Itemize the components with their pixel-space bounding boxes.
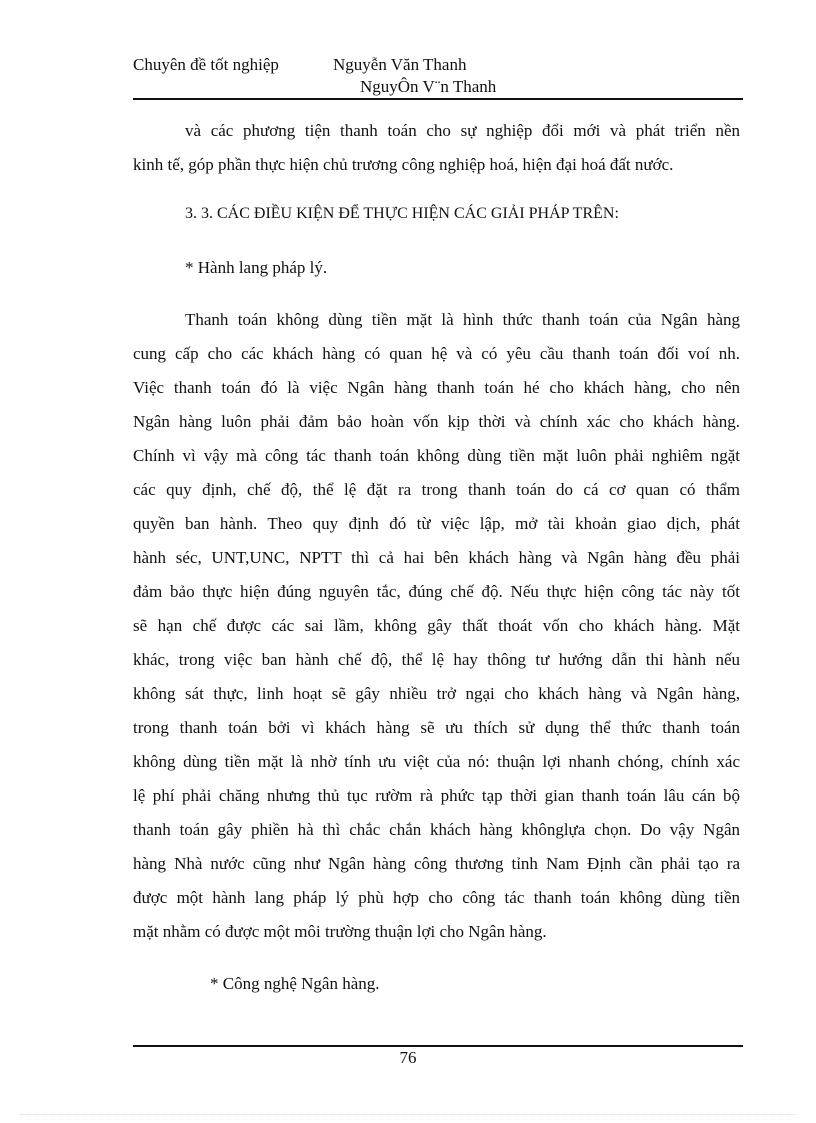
paragraph-line: hàng Nhà nước cũng như Ngân hàng công thương tỉnh Nam Định cần phải tạo ra	[133, 854, 740, 873]
paragraph-line: khác, trong việc ban hành chế độ, thể lệ hay thông tư hướng dẫn thi hành nếu	[133, 650, 740, 669]
paragraph-line: đảm bảo thực hiện đúng nguyên tắc, đúng chế độ. Nếu thực hiện công tác này tốt	[133, 582, 740, 601]
header-divider	[133, 98, 743, 100]
paragraph-line: các quy định, chế độ, thể lệ đặt ra trong thanh toán do cá cơ quan có thẩm	[133, 480, 740, 499]
document-title: Chuyên đề tốt nghiệp	[133, 55, 279, 74]
paragraph-line: không dùng tiền mặt là nhờ tính ưu việt của nó: thuận lợi nhanh chóng, chính xác	[133, 752, 740, 771]
paragraph-line: trong thanh toán bởi vì khách hàng sẽ ưu thích sử dụng thể thức thanh toán	[133, 718, 740, 737]
author-name: Nguyễn Văn Thanh	[333, 55, 467, 74]
page-number: 76	[399, 1048, 417, 1067]
paragraph-line: cung cấp cho các khách hàng có quan hệ và có yêu cầu thanh toán đối voí nh.	[133, 344, 740, 363]
section-heading: 3. 3. CÁC ĐIỀU KIỆN ĐỂ THỰC HIỆN CÁC GIẢI PHÁP TRÊN:	[185, 205, 619, 222]
paragraph-line: quyền ban hành. Theo quy định đó từ việc lập, mở tài khoản giao dịch, phát	[133, 514, 740, 533]
paragraph-line: hành séc, UNT,UNC, NPTT thì cả hai bên khách hàng và Ngân hàng đều phải	[133, 548, 740, 567]
paragraph-line: Thanh toán không dùng tiền mặt là hình thức thanh toán của Ngân hàng	[185, 310, 740, 329]
paragraph-line: không sát thực, linh hoạt sẽ gây nhiều trở ngại cho khách hàng và Ngân hàng,	[133, 684, 740, 703]
footer-divider	[133, 1045, 743, 1047]
paragraph-line: thanh toán gây phiền hà thì chắc chắn khách hàng khônglựa chọn. Do vậy Ngân	[133, 820, 740, 839]
paragraph-line: kinh tế, góp phần thực hiện chủ trương công nghiệp hoá, hiện đại hoá đất nước.	[133, 155, 674, 174]
paragraph-line: Ngân hàng luôn phải đảm bảo hoàn vốn kịp thời và chính xác cho khách hàng.	[133, 412, 740, 431]
paragraph-line: sẽ hạn chế được các sai lầm, không gây thất thoát vốn cho khách hàng. Mặt	[133, 616, 740, 635]
paragraph-line: và các phương tiện thanh toán cho sự nghiệp đổi mới và phát triển nền	[185, 121, 740, 140]
paragraph-line: mặt nhằm có được một môi trường thuận lợi cho Ngân hàng.	[133, 922, 547, 941]
page-edge-dots	[20, 1114, 796, 1115]
paragraph-line: Việc thanh toán đó là việc Ngân hàng thanh toán hé cho khách hàng, cho nên	[133, 378, 740, 397]
paragraph-line: được một hành lang pháp lý phù hợp cho công tác thanh toán không dùng tiền	[133, 888, 740, 907]
subsection-label: * Công nghệ Ngân hàng.	[210, 974, 380, 993]
author-name-legacy-encoding: NguyÔn V¨n Thanh	[360, 77, 497, 96]
subsection-label: * Hành lang pháp lý.	[185, 258, 328, 277]
paragraph-line: Chính vì vậy mà công tác thanh toán không dùng tiền mặt luôn phải nghiêm ngặt	[133, 446, 740, 465]
paragraph-line: lệ phí phải chăng nhưng thủ tục rườm rà phức tạp thời gian thanh toán lâu cán bộ	[133, 786, 740, 805]
